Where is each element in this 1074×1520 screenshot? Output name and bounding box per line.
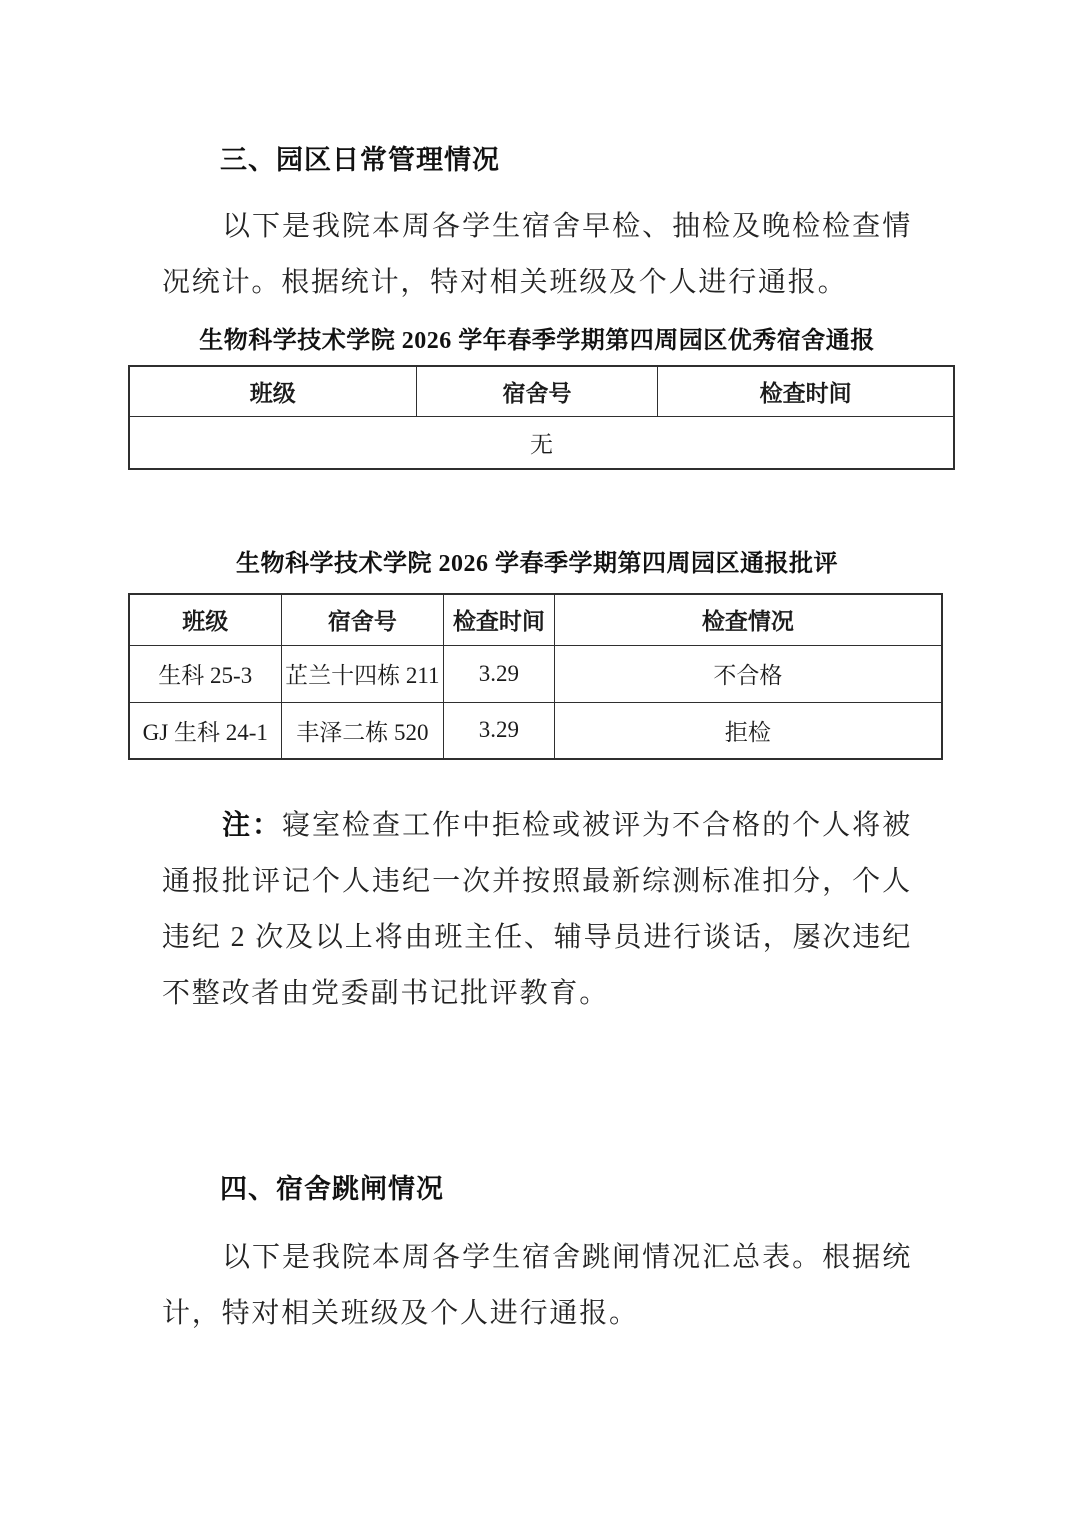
note-paragraph <box>162 798 912 1022</box>
cell-dorm: 芷兰十四栋 211 <box>281 645 444 702</box>
criticism-table-title: 生物科学技术学院 2026 学春季学期第四周园区通报批评 <box>236 551 838 577</box>
section-heading-daily-management: 三、园区日常管理情况 <box>220 145 500 175</box>
note-text: 寝室检查工作中拒检或被评为不合格的个人将被通报批评记个人违纪一次并按照最新综测标准扣分，个人违纪 2 次及以上将由班主任、辅导员进行谈话，屡次违纪不整改者由党委副书记批评教育。 <box>162 810 912 1009</box>
cell-class: GJ 生科 24-1 <box>129 702 281 759</box>
circuit-trip-paragraph: 以下是我院本周各学生宿舍跳闸情况汇总表。根据统计，特对相关班级及个人进行通报。 <box>162 1242 912 1329</box>
note-label: 注： <box>222 810 283 841</box>
header-dorm-number: 宿舍号 <box>281 594 444 645</box>
section-heading-circuit-trip: 四、宿舍跳闸情况 <box>220 1174 444 1204</box>
criticism-table <box>128 593 943 760</box>
cell-result: 不合格 <box>554 645 942 702</box>
table-row <box>129 702 942 759</box>
header-class: 班级 <box>129 594 281 645</box>
cell-class: 生科 25-3 <box>129 645 281 702</box>
header-dorm-number: 宿舍号 <box>416 366 658 416</box>
excellent-dorm-table <box>128 365 955 470</box>
excellent-dorm-table-title: 生物科学技术学院 2026 学年春季学期第四周园区优秀宿舍通报 <box>199 328 875 354</box>
header-check-time: 检查时间 <box>658 366 954 416</box>
cell-result: 拒检 <box>554 702 942 759</box>
cell-time: 3.29 <box>444 645 555 702</box>
table-header-row <box>129 594 942 645</box>
daily-management-paragraph: 以下是我院本周各学生宿舍早检、抽检及晚检检查情况统计。根据统计，特对相关班级及个人进行通报。 <box>162 211 912 298</box>
header-class: 班级 <box>129 366 416 416</box>
cell-dorm: 丰泽二栋 520 <box>281 702 444 759</box>
empty-cell: 无 <box>129 416 954 469</box>
header-check-time: 检查时间 <box>444 594 555 645</box>
table-header-row <box>129 366 954 416</box>
table-row <box>129 416 954 469</box>
header-check-result: 检查情况 <box>554 594 942 645</box>
table-row <box>129 645 942 702</box>
cell-time: 3.29 <box>444 702 555 759</box>
